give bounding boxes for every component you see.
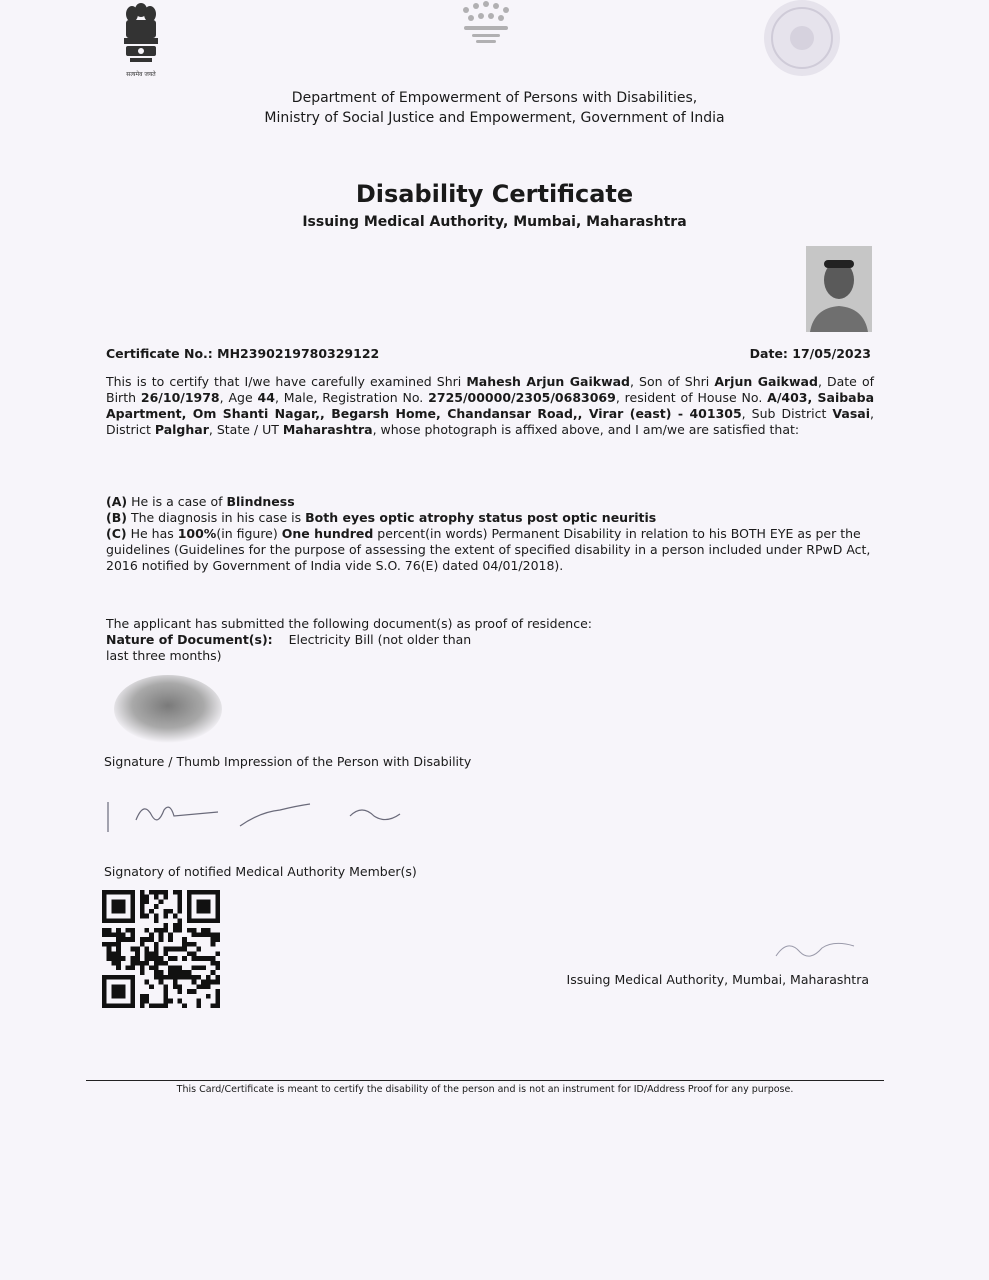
clause-c-label: (C) [106,526,127,541]
house-address: A/403, Saibaba Apartment, Om Shanti Nagar,, Begarsh Home, Chandansar Road,, Virar (east) - 401305 [106,390,874,421]
sub-district: Vasai [832,406,871,421]
swachh-bharat-logo-icon [446,0,526,48]
disability-percent-words: One hundred [281,526,374,541]
certificate-date-value: 17/05/2023 [792,346,871,361]
father-name: Arjun Gaikwad [714,374,818,389]
clause-b-label: (B) [106,510,127,525]
certification-paragraph [106,374,874,438]
clause-c [106,526,874,574]
proof-of-residence [106,616,874,664]
body-text-8: , District [106,406,874,437]
proof-intro: The applicant has submitted the following document(s) as proof of residence: [106,616,592,631]
body-text-4: , Age [219,390,258,405]
certificate-title: Disability Certificate [355,180,634,208]
clause-a-text: He is a case of [127,494,227,509]
applicant-photo [806,246,872,332]
certificate-subtitle: Issuing Medical Authority, Mumbai, Maharashtra [302,214,687,230]
clause-b [106,510,874,526]
clause-b-text: The diagnosis in his case is [126,510,306,525]
diagnosis: Both eyes optic atrophy status post optic neuritis [305,510,657,525]
body-text-7: , Sub District [741,406,833,421]
certificate-date [750,346,871,361]
clause-a-label: (A) [106,494,128,509]
footer-divider [86,1080,884,1081]
department-line-1: Department of Empowerment of Persons with Disabilities, [291,90,698,106]
nature-of-document [106,632,874,648]
nature-value: Electricity Bill (not older than [288,632,472,647]
disability-type: Blindness [226,494,295,509]
person-name: Mahesh Arjun Gaikwad [466,374,630,389]
clause-a [106,494,874,510]
department-heading [0,88,989,128]
registration-number: 2725/00000/2305/0683069 [428,390,616,405]
date-of-birth: 26/10/1978 [140,390,220,405]
body-text-6: , resident of House No. [615,390,768,405]
body-text-1: This is to certify that I/we have carefully examined Shri [106,374,467,389]
body-text-2: , Son of Shri [630,374,715,389]
body-text-10: , whose photograph is affixed above, and I am/we are satisfied that: [372,422,800,437]
thumb-impression-icon [112,674,224,744]
body-text-5: , Male, Registration No. [274,390,429,405]
member-signatures-icon [100,782,430,842]
body-text-3: , Date of Birth [106,374,874,405]
age: 44 [257,390,275,405]
disability-clauses [106,494,874,574]
clause-c-text-2: (in figure) [216,526,282,541]
disability-percent-figure: 100% [177,526,217,541]
authority-signature-icon [770,928,860,968]
thumb-impression-label: Signature / Thumb Impression of the Person with Disability [104,754,472,769]
footer-note: This Card/Certificate is meant to certify the disability of the person and is not an instrument for ID/Address Proof for any purpose. [176,1084,794,1095]
nature-label: Nature of Document(s): [106,632,273,647]
clause-c-text-1: He has [126,526,178,541]
certificate-number [106,346,379,361]
certificate-number-label: Certificate No.: [106,346,213,361]
body-text-9: , State / UT [208,422,283,437]
issuing-authority-label: Issuing Medical Authority, Mumbai, Maharashtra [566,972,869,987]
district: Palghar [154,422,209,437]
signatory-label: Signatory of notified Medical Authority Member(s) [104,864,417,879]
national-emblem-icon [112,0,170,78]
nature-value-continued: last three months) [106,648,222,663]
clause-c-text-3: percent(in words) Permanent Disability in relation to his BOTH EYE as per the guidelines (Guidelines for the purpose of assessing the extent of specified disability in a person included under RPwD Act, 2016 notified by Government of India vide S.O. 76(E) dated 04/01/2018). [106,526,871,573]
certificate-number-value: MH2390219780329122 [217,346,380,361]
certificate-date-label: Date: [749,346,788,361]
department-line-2: Ministry of Social Justice and Empowerment, Government of India [264,110,725,126]
official-seal-icon [760,0,844,84]
emblem-caption: सत्यमेव जयते [126,71,156,78]
state: Maharashtra [282,422,373,437]
qr-code-icon[interactable] [100,890,222,1008]
